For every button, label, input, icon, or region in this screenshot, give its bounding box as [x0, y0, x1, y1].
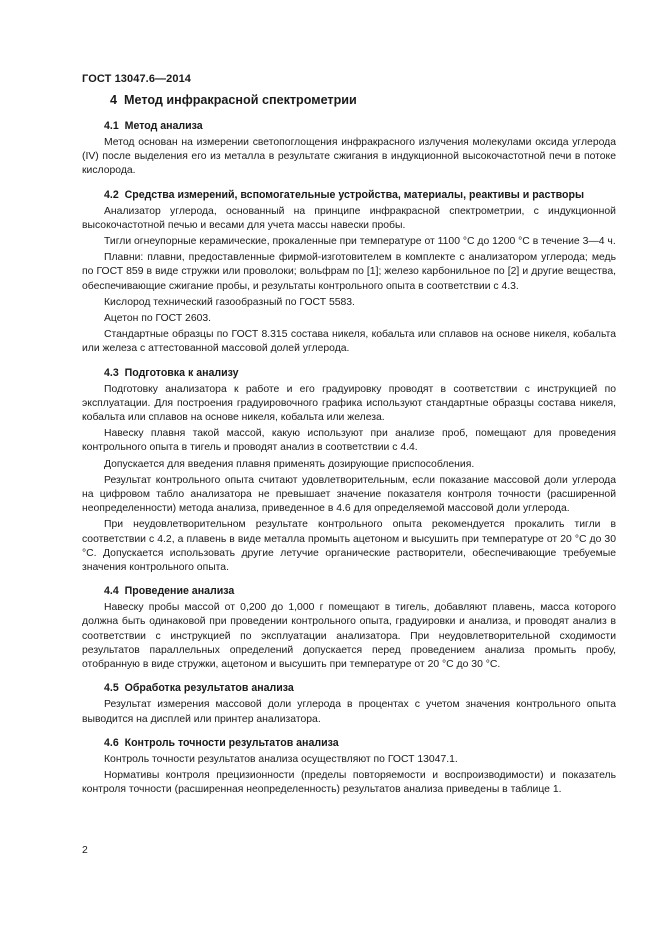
paragraph: Контроль точности результатов анализа осуществляют по ГОСТ 13047.1. — [104, 753, 458, 765]
subsection-title: Метод анализа — [124, 120, 203, 132]
subsection-title: Средства измерений, вспомогательные устройства, материалы, реактивы и растворы — [124, 188, 584, 201]
subsection-title: Обработка результатов анализа — [124, 682, 294, 695]
subsection-title: Проведение анализа — [124, 585, 235, 598]
paragraph: Нормативы контроля прецизионности (пределы повторяемости и воспроизводимости) и показатель контроля точности (расширенная неопределенность) результатов анализа приведены в таблице 1. — [82, 769, 616, 796]
standard-designation: ГОСТ 13047.6—2014 — [82, 73, 192, 85]
section-heading — [110, 93, 616, 107]
subsection-heading — [104, 120, 616, 132]
subsection-title: Контроль точности результатов анализа — [124, 736, 339, 749]
section-number: 4 — [110, 93, 118, 107]
paragraph: Результат контрольного опыта считают удовлетворительным, если показание массовой доли углерода на цифровом табло анализатора не превышает значение показателя контроля точности (расширенной неопределенности) метода анализа, приведенное в 4.6 для определяемой массовой доли углерода. — [82, 474, 616, 515]
paragraph: Кислород технический газообразный по ГОСТ 5583. — [104, 296, 355, 308]
paragraph: Метод основан на измерении светопоглощения инфракрасного излучения молекулами оксида углерода (IV) после выделения его из металла в результате сжигания в индукционной высокочастотной печи в потоке кислорода. — [82, 137, 616, 177]
subsection-number: 4.2 — [104, 188, 119, 201]
subsection-number: 4.6 — [104, 736, 119, 749]
subsection-number: 4.3 — [104, 366, 119, 379]
subsection-number: 4.4 — [104, 585, 119, 598]
paragraph: Допускается для введения плавня применять дозирующие приспособления. — [104, 458, 475, 470]
subsection-number: 4.5 — [104, 682, 119, 695]
paragraph: Навеску плавня такой массой, какую используют при анализе проб, помещают для проведения контрольного опыта в тигель и проводят анализ в соответствии с 4.4. — [82, 428, 616, 454]
section-title: Метод инфракрасной спектрометрии — [124, 93, 357, 107]
document-body — [82, 93, 616, 799]
paragraph: Результат измерения массовой доли углерода в процентах с учетом значения контрольного опыта выводится на дисплей или принтер анализатора. — [82, 699, 616, 725]
paragraph: Навеску пробы массой от 0,200 до 1,000 г помещают в тигель, добавляют плавень, масса которого должна быть одинаковой при проведении контрольного опыта, градуировки и анализа, и проводят анализ в соответствии с инструкцией по эксплуатации анализатора. При неудовлетворительной сходимости результатов параллельных определений допускается перед проведением анализа промыть пробу, отобранную в виде стружки, ацетоном и высушить при температуре от 20 °С до 30 °С. — [82, 602, 616, 671]
paragraph: При неудовлетворительном результате контрольного опыта рекомендуется прокалить тигли в соответствии с 4.2, а плавень в виде металла промыть ацетоном и высушить при температуре от 20 °С до 30 °С. Допускается использовать другие летучие органические растворители, обеспечивающие требуемые значения контрольного опыта. — [82, 519, 616, 574]
paragraph: Стандартные образцы по ГОСТ 8.315 состава никеля, кобальта или сплавов на основе никеля, кобальта или железа с аттестованной массовой долей углерода. — [82, 329, 616, 355]
paragraph: Анализатор углерода, основанный на принципе инфракрасной спектрометрии, с индукционной высокочастотной печью и весами для учета массы навески пробы. — [82, 205, 616, 231]
paragraph: Подготовку анализатора к работе и его градуировку проводят в соответствии с инструкцией по эксплуатации. Для построения градуировочного графика используют стандартные образцы состава никеля, кобальта или сплавов на основе никеля, кобальта или железа. — [82, 383, 616, 424]
subsection-title: Подготовка к анализу — [124, 366, 239, 379]
subsection-heading — [104, 585, 616, 597]
subsection-heading — [104, 682, 616, 694]
subsection-number: 4.1 — [104, 120, 119, 132]
subsection-heading — [104, 737, 616, 749]
subsection-heading — [104, 189, 616, 201]
subsection-heading — [104, 367, 616, 379]
page-number: 2 — [82, 845, 88, 856]
paragraph: Тигли огнеупорные керамические, прокаленные при температуре от 1100 °С до 1200 °С в течение 3—4 ч. — [104, 236, 616, 248]
paragraph: Ацетон по ГОСТ 2603. — [104, 313, 212, 325]
paragraph: Плавни: плавни, предоставленные фирмой-изготовителем в комплекте с анализатором углерода; медь по ГОСТ 859 в виде стружки или проволоки; вольфрам по [1]; железо карбонильное по [2] и другие вещества, обеспечивающие сжигание пробы, и результаты контрольного опыта в соответствии с 4.3. — [82, 252, 616, 292]
subsections-container — [82, 120, 616, 797]
